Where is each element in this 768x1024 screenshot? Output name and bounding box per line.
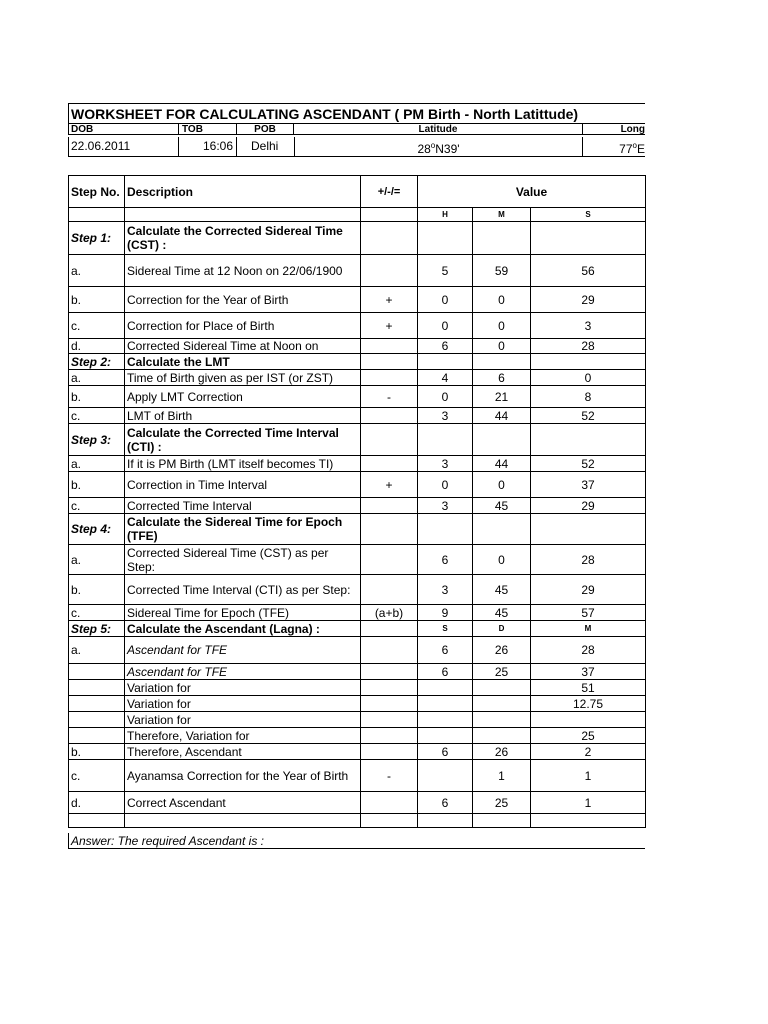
value-m-cell: 44 bbox=[473, 408, 531, 424]
table-row bbox=[69, 514, 646, 545]
step-cell: b. bbox=[69, 287, 125, 313]
table-row bbox=[69, 222, 646, 255]
table-row bbox=[69, 744, 646, 760]
value-h-cell bbox=[418, 712, 473, 728]
operator-cell bbox=[361, 792, 418, 814]
value-s-cell bbox=[531, 354, 646, 370]
value-m-cell: 0 bbox=[473, 339, 531, 354]
value-s-cell: M bbox=[531, 621, 646, 637]
value-m-cell bbox=[473, 728, 531, 744]
value-s-cell: 56 bbox=[531, 255, 646, 287]
latitude-label: Latitude bbox=[294, 123, 582, 135]
table-row bbox=[69, 760, 646, 792]
step-cell: Step 4: bbox=[69, 514, 125, 545]
step-cell bbox=[69, 814, 125, 828]
table-row bbox=[69, 814, 646, 828]
description-cell: If it is PM Birth (LMT itself becomes TI) bbox=[125, 456, 361, 472]
hours-unit-header: H bbox=[418, 208, 473, 222]
value-m-cell: 25 bbox=[473, 664, 531, 680]
value-m-cell: 25 bbox=[473, 792, 531, 814]
step-cell: c. bbox=[69, 498, 125, 514]
value-m-cell: 0 bbox=[473, 472, 531, 498]
value-s-cell bbox=[531, 712, 646, 728]
value-h-cell bbox=[418, 760, 473, 792]
table-row bbox=[69, 712, 646, 728]
longitude-label: Long bbox=[582, 123, 645, 135]
value-m-cell bbox=[473, 680, 531, 696]
description-cell: Calculate the LMT bbox=[125, 354, 361, 370]
value-h-cell: 3 bbox=[418, 408, 473, 424]
value-m-cell: D bbox=[473, 621, 531, 637]
value-h-cell: 3 bbox=[418, 575, 473, 605]
value-s-cell: 25 bbox=[531, 728, 646, 744]
value-s-cell bbox=[531, 814, 646, 828]
value-h-cell bbox=[418, 514, 473, 545]
value-m-cell bbox=[473, 514, 531, 545]
step-cell: b. bbox=[69, 386, 125, 408]
value-m-cell: 0 bbox=[473, 313, 531, 339]
table-row bbox=[69, 424, 646, 456]
value-h-cell bbox=[418, 814, 473, 828]
value-m-cell bbox=[473, 712, 531, 728]
description-cell: Corrected Time Interval bbox=[125, 498, 361, 514]
step-cell: a. bbox=[69, 456, 125, 472]
description-column-header: Description bbox=[125, 176, 361, 208]
step-cell: b. bbox=[69, 744, 125, 760]
value-s-cell: 37 bbox=[531, 472, 646, 498]
value-s-cell: 0 bbox=[531, 370, 646, 386]
step-cell: c. bbox=[69, 605, 125, 621]
operator-cell bbox=[361, 354, 418, 370]
table-row bbox=[69, 386, 646, 408]
calculation-table bbox=[68, 175, 646, 828]
value-s-cell: 12.75 bbox=[531, 696, 646, 712]
latitude-value: 28$^o$N39' bbox=[294, 137, 582, 157]
value-m-cell bbox=[473, 222, 531, 255]
table-row bbox=[69, 637, 646, 664]
table-row bbox=[69, 313, 646, 339]
value-m-cell bbox=[473, 424, 531, 456]
description-cell: Time of Birth given as per IST (or ZST) bbox=[125, 370, 361, 386]
value-h-cell: 6 bbox=[418, 339, 473, 354]
description-cell: Apply LMT Correction bbox=[125, 386, 361, 408]
operator-cell bbox=[361, 370, 418, 386]
description-cell: Variation for bbox=[125, 712, 361, 728]
seconds-unit-header: S bbox=[531, 208, 646, 222]
value-m-cell: 45 bbox=[473, 575, 531, 605]
value-h-cell: 6 bbox=[418, 792, 473, 814]
minutes-unit-header: M bbox=[473, 208, 531, 222]
value-h-cell: 0 bbox=[418, 386, 473, 408]
operator-cell: - bbox=[361, 760, 418, 792]
value-h-cell: 0 bbox=[418, 287, 473, 313]
answer-line: Answer: The required Ascendant is : bbox=[68, 833, 645, 849]
value-s-cell: 29 bbox=[531, 498, 646, 514]
step-cell: d. bbox=[69, 339, 125, 354]
value-h-cell: 6 bbox=[418, 744, 473, 760]
table-row bbox=[69, 472, 646, 498]
value-m-cell: 21 bbox=[473, 386, 531, 408]
step-cell bbox=[69, 712, 125, 728]
table-row bbox=[69, 408, 646, 424]
value-column-header: Value bbox=[418, 176, 646, 208]
value-m-cell bbox=[473, 696, 531, 712]
operator-cell bbox=[361, 255, 418, 287]
value-h-cell: 6 bbox=[418, 545, 473, 575]
description-cell: Sidereal Time at 12 Noon on 22/06/1900 bbox=[125, 255, 361, 287]
table-row bbox=[69, 456, 646, 472]
description-cell: Correct Ascendant bbox=[125, 792, 361, 814]
longitude-value: 77$^o$E bbox=[582, 137, 645, 157]
value-s-cell: 1 bbox=[531, 760, 646, 792]
table-row bbox=[69, 792, 646, 814]
tob-label: TOB bbox=[178, 123, 236, 135]
table-row bbox=[69, 354, 646, 370]
description-cell: Ayanamsa Correction for the Year of Birth bbox=[125, 760, 361, 792]
table-row bbox=[69, 605, 646, 621]
value-s-cell: 28 bbox=[531, 545, 646, 575]
value-m-cell: 0 bbox=[473, 545, 531, 575]
operator-cell: + bbox=[361, 313, 418, 339]
description-cell: Calculate the Corrected Time Interval (CTI) : bbox=[125, 424, 361, 456]
table-row bbox=[69, 287, 646, 313]
description-cell: Calculate the Ascendant (Lagna) : bbox=[125, 621, 361, 637]
operator-cell bbox=[361, 696, 418, 712]
description-cell: Correction in Time Interval bbox=[125, 472, 361, 498]
description-cell: Therefore, Ascendant bbox=[125, 744, 361, 760]
value-m-cell bbox=[473, 814, 531, 828]
value-s-cell: 28 bbox=[531, 339, 646, 354]
unit-header-row bbox=[69, 208, 646, 222]
value-m-cell: 26 bbox=[473, 744, 531, 760]
value-m-cell bbox=[473, 354, 531, 370]
operator-cell bbox=[361, 498, 418, 514]
step-cell bbox=[69, 728, 125, 744]
step-cell: c. bbox=[69, 408, 125, 424]
step-cell bbox=[69, 696, 125, 712]
step-cell: Step 5: bbox=[69, 621, 125, 637]
table-row bbox=[69, 255, 646, 287]
description-cell: Corrected Sidereal Time (CST) as per Step: bbox=[125, 545, 361, 575]
description-cell: LMT of Birth bbox=[125, 408, 361, 424]
operator-cell bbox=[361, 222, 418, 255]
value-m-cell: 45 bbox=[473, 498, 531, 514]
value-s-cell bbox=[531, 514, 646, 545]
operator-cell bbox=[361, 728, 418, 744]
pob-label: POB bbox=[236, 123, 294, 135]
value-h-cell: 0 bbox=[418, 472, 473, 498]
operator-cell: (a+b) bbox=[361, 605, 418, 621]
dob-label: DOB bbox=[68, 123, 178, 135]
description-cell: Ascendant for TFE bbox=[125, 637, 361, 664]
operator-cell: + bbox=[361, 472, 418, 498]
value-s-cell: 57 bbox=[531, 605, 646, 621]
value-m-cell: 45 bbox=[473, 605, 531, 621]
step-cell: a. bbox=[69, 545, 125, 575]
value-h-cell: S bbox=[418, 621, 473, 637]
operator-cell bbox=[361, 575, 418, 605]
operator-cell bbox=[361, 637, 418, 664]
operator-cell bbox=[361, 514, 418, 545]
table-row bbox=[69, 621, 646, 637]
value-m-cell: 59 bbox=[473, 255, 531, 287]
operator-cell bbox=[361, 621, 418, 637]
table-row bbox=[69, 498, 646, 514]
value-s-cell bbox=[531, 424, 646, 456]
step-cell: a. bbox=[69, 370, 125, 386]
step-cell bbox=[69, 680, 125, 696]
value-s-cell: 8 bbox=[531, 386, 646, 408]
value-h-cell: 3 bbox=[418, 498, 473, 514]
operator-cell bbox=[361, 339, 418, 354]
step-cell: Step 3: bbox=[69, 424, 125, 456]
value-h-cell bbox=[418, 222, 473, 255]
operator-cell bbox=[361, 664, 418, 680]
value-m-cell: 1 bbox=[473, 760, 531, 792]
value-s-cell: 52 bbox=[531, 408, 646, 424]
description-cell: Corrected Time Interval (CTI) as per Step: bbox=[125, 575, 361, 605]
step-cell: b. bbox=[69, 472, 125, 498]
description-cell: Sidereal Time for Epoch (TFE) bbox=[125, 605, 361, 621]
value-h-cell: 5 bbox=[418, 255, 473, 287]
table-row bbox=[69, 545, 646, 575]
description-cell: Therefore, Variation for bbox=[125, 728, 361, 744]
step-cell: Step 2: bbox=[69, 354, 125, 370]
description-cell: Correction for the Year of Birth bbox=[125, 287, 361, 313]
operator-column-header: +/-/= bbox=[361, 176, 418, 208]
operator-cell bbox=[361, 712, 418, 728]
value-h-cell: 6 bbox=[418, 664, 473, 680]
value-s-cell: 2 bbox=[531, 744, 646, 760]
value-s-cell: 37 bbox=[531, 664, 646, 680]
tob-value: 16:06 bbox=[178, 137, 236, 157]
table-row bbox=[69, 696, 646, 712]
value-h-cell: 0 bbox=[418, 313, 473, 339]
value-s-cell: 52 bbox=[531, 456, 646, 472]
pob-value: Delhi bbox=[236, 137, 294, 157]
step-cell: Step 1: bbox=[69, 222, 125, 255]
step-cell bbox=[69, 664, 125, 680]
table-row bbox=[69, 370, 646, 386]
step-cell: c. bbox=[69, 313, 125, 339]
value-m-cell: 6 bbox=[473, 370, 531, 386]
value-h-cell bbox=[418, 728, 473, 744]
description-cell: Correction for Place of Birth bbox=[125, 313, 361, 339]
operator-cell bbox=[361, 408, 418, 424]
birth-details-header bbox=[68, 123, 645, 161]
value-m-cell: 26 bbox=[473, 637, 531, 664]
value-h-cell: 3 bbox=[418, 456, 473, 472]
operator-cell bbox=[361, 424, 418, 456]
operator-cell bbox=[361, 814, 418, 828]
description-cell: Variation for bbox=[125, 696, 361, 712]
step-cell: d. bbox=[69, 792, 125, 814]
dob-value: 22.06.2011 bbox=[68, 137, 178, 157]
value-s-cell: 28 bbox=[531, 637, 646, 664]
value-s-cell: 29 bbox=[531, 287, 646, 313]
table-row bbox=[69, 664, 646, 680]
value-h-cell bbox=[418, 354, 473, 370]
value-h-cell bbox=[418, 680, 473, 696]
table-row bbox=[69, 339, 646, 354]
description-cell: Calculate the Sidereal Time for Epoch (TFE) bbox=[125, 514, 361, 545]
operator-cell bbox=[361, 680, 418, 696]
description-cell: Calculate the Corrected Sidereal Time (CST) : bbox=[125, 222, 361, 255]
description-cell: Ascendant for TFE bbox=[125, 664, 361, 680]
value-h-cell: 4 bbox=[418, 370, 473, 386]
step-column-header: Step No. bbox=[69, 176, 125, 208]
table-row bbox=[69, 575, 646, 605]
operator-cell bbox=[361, 456, 418, 472]
step-cell: b. bbox=[69, 575, 125, 605]
value-h-cell bbox=[418, 696, 473, 712]
step-cell: a. bbox=[69, 637, 125, 664]
worksheet-title: WORKSHEET FOR CALCULATING ASCENDANT ( PM Birth - North Latittude) bbox=[68, 103, 645, 123]
value-s-cell: 51 bbox=[531, 680, 646, 696]
value-h-cell bbox=[418, 424, 473, 456]
value-s-cell: 1 bbox=[531, 792, 646, 814]
step-cell: c. bbox=[69, 760, 125, 792]
operator-cell: + bbox=[361, 287, 418, 313]
operator-cell bbox=[361, 545, 418, 575]
value-s-cell: 29 bbox=[531, 575, 646, 605]
operator-cell bbox=[361, 744, 418, 760]
value-h-cell: 6 bbox=[418, 637, 473, 664]
value-s-cell: 3 bbox=[531, 313, 646, 339]
step-cell: a. bbox=[69, 255, 125, 287]
column-header-row bbox=[69, 176, 646, 208]
value-h-cell: 9 bbox=[418, 605, 473, 621]
table-row bbox=[69, 680, 646, 696]
value-m-cell: 0 bbox=[473, 287, 531, 313]
description-cell: Corrected Sidereal Time at Noon on bbox=[125, 339, 361, 354]
table-row bbox=[69, 728, 646, 744]
value-s-cell bbox=[531, 222, 646, 255]
description-cell bbox=[125, 814, 361, 828]
description-cell: Variation for bbox=[125, 680, 361, 696]
value-m-cell: 44 bbox=[473, 456, 531, 472]
operator-cell: - bbox=[361, 386, 418, 408]
